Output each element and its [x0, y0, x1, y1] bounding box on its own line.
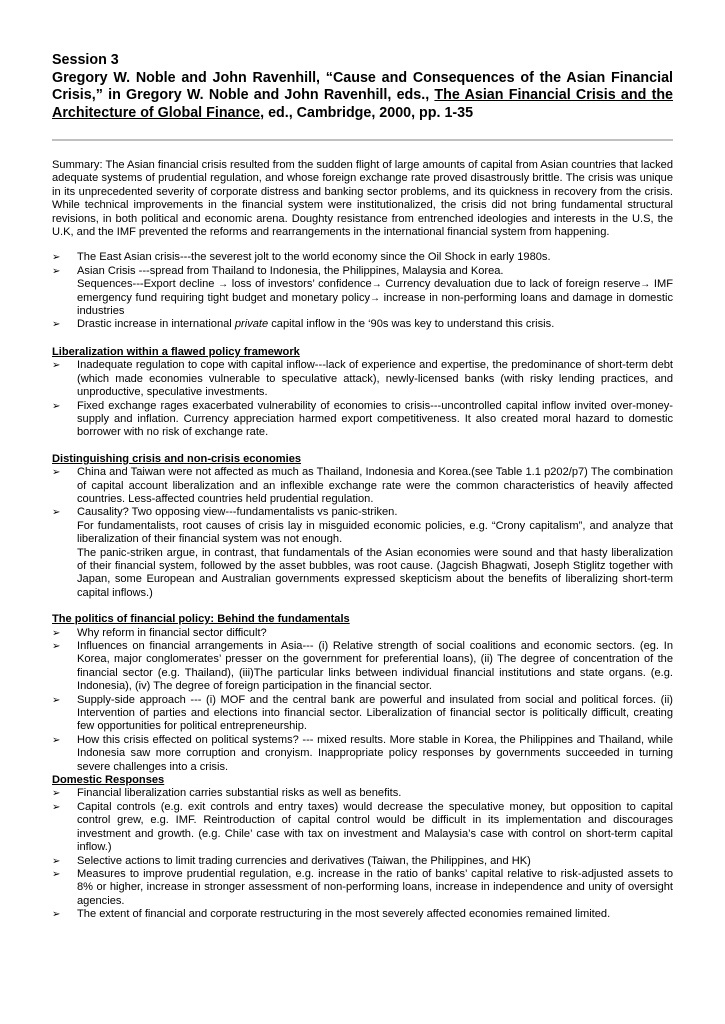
bullet-text: Fixed exchange rages exacerbated vulnerability of economies to crisis---uncontrolled capital inflow invited over-money-supply and inflation. Currency appreciation harmed export competitiveness. It also created moral hazard to domestic borrower with no risk of exchange rate. — [77, 399, 673, 439]
list-item — [52, 694, 673, 734]
summary-paragraph: Summary: The Asian financial crisis resulted from the sudden flight of large amounts of capital from Asian countries that lacked adequate systems of prudential regulation, and whose foreign exchange rate proved disastrously brittle. The crisis was unique in its unprecedented severity of corporate distress and banking sector problems, and its quickness in recovery from the crisis. While technical improvements in the financial system were institutionalized, the crisis did not bring fundamental structural revisions, in both political and economic arena. Doughty resistance from entrenched ideologies and interests in the U.S, the U.K, and the IMF prevented the reforms and rearrangements in the international financial system from happening. — [52, 159, 673, 239]
bullet-arrow-icon: ➢ — [52, 400, 61, 412]
session-label: Session 3 — [52, 52, 119, 68]
list-item — [52, 359, 673, 399]
bullet-text: Supply-side approach --- (i) MOF and the central bank are powerful and insulated from social and political forces. (ii) Intervention of parties and elections into financial sector. Liberalization of financial sector is politically difficult, creating few opportunities for political entrepreneurship. — [77, 693, 673, 733]
section-heading-domestic-responses: Domestic Responses — [52, 774, 165, 787]
bullet-text: The panic-striken argue, in contrast, that fundamentals of the Asian economies were sound and that hasty liberalization of their financial system, followed by the asset bubbles, was root cause. (Jagcish Bhagwati, Joseph Stiglitz together with Japan, some European and Australian governments expressed skepticism about the benefits of liberalizing short-term capital inflows.) — [77, 546, 673, 599]
bullet-arrow-icon: ➢ — [52, 265, 61, 277]
bullet-arrow-icon: ➢ — [52, 319, 61, 331]
document-header — [52, 52, 673, 122]
bullet-arrow-icon: ➢ — [52, 909, 61, 921]
bullet-arrow-icon: ➢ — [52, 507, 61, 519]
sequence-step: IMF emergency fund requiring tight budget and monetary policy — [77, 278, 673, 304]
bullet-arrow-icon: ➢ — [52, 801, 61, 813]
citation-publication: , ed., Cambridge, 2000, pp. 1-35 — [260, 104, 474, 121]
bullet-text: Selective actions to limit trading currencies and derivatives (Taiwan, the Philippines, and HK) — [77, 854, 531, 867]
list-item — [52, 318, 673, 331]
bullet-text: Influences on financial arrangements in Asia--- (i) Relative strength of social coalitions and economic sectors. (eg. In Korea, major conglomerates’ presser on the government for preferential loans), (ii) The degree of concentration of the financial sector (e.g. Thailand), (iii)The particular links between individual financial institutions and state organs. (e.g. Indonesia), (iv) The degree of foreign participation in the financial sector. — [77, 640, 673, 693]
horizontal-divider — [52, 139, 673, 141]
list-item — [52, 801, 673, 855]
list-item — [52, 466, 673, 506]
domestic-responses-bullet-list — [52, 787, 673, 921]
bullet-text: Financial liberalization carries substantial risks as well as benefits. — [77, 787, 402, 800]
list-item — [52, 908, 673, 921]
politics-bullet-list — [52, 627, 673, 774]
bullet-arrow-icon: ➢ — [52, 627, 61, 639]
bullet-text: For fundamentalists, root causes of crisis lay in misguided economic policies, e.g. “Crony capitalism”, and analyze that liberalization of their financial system was not enough. — [77, 519, 673, 546]
citation-authors: Gregory W. Noble and John Ravenhill, “Cause and Consequences of the Asian Financial Crisis,” in Gregory W. Noble and John Ravenhill, eds., — [52, 69, 673, 103]
right-arrow-icon: → — [640, 279, 651, 291]
bullet-arrow-icon: ➢ — [52, 360, 61, 372]
right-arrow-icon: → — [218, 279, 229, 291]
distinguishing-bullet-list — [52, 466, 673, 600]
bullet-arrow-icon: ➢ — [52, 734, 61, 746]
section-heading-liberalization: Liberalization within a flawed policy framework — [52, 345, 300, 358]
document-page — [52, 52, 673, 922]
sequence-text — [77, 278, 673, 318]
bullet-arrow-icon: ➢ — [52, 868, 61, 880]
list-item — [52, 734, 673, 774]
list-item — [52, 868, 673, 908]
bullet-text: The extent of financial and corporate restructuring in the most severely affected economies remained limited. — [77, 908, 611, 921]
bullet-arrow-icon: ➢ — [52, 467, 61, 479]
list-item — [52, 627, 673, 640]
right-arrow-icon: → — [371, 279, 382, 291]
book-title: The Asian Financial Crisis and the Architecture of Global Finance — [52, 87, 674, 121]
bullet-text: How this crisis effected on political systems? --- mixed results. More stable in Korea, the Philippines and Thailand, while Indonesia saw more corruption and cronyism. Inappropriate policy responses by governments succeeded in turning severe challenges into a crisis. — [77, 733, 673, 773]
bullet-text: Why reform in financial sector difficult? — [77, 626, 267, 639]
list-item — [52, 506, 673, 600]
list-item — [52, 400, 673, 440]
list-item — [52, 855, 673, 868]
sequence-step: Currency devaluation due to lack of foreign reserve — [381, 278, 641, 291]
sequence-step: increase in non-performing loans and damage in domestic industries — [77, 291, 673, 318]
emphasis-text: private — [234, 318, 269, 331]
bullet-arrow-icon: ➢ — [52, 641, 61, 652]
bullet-text: Capital controls (e.g. exit controls and entry taxes) would decrease the speculative money, but opposition to capital control grew, e.g. IMF. Reintroduction of capital control would be difficult in its implementation and discourages investment and growth. (e.g. Chile’ case with tax on investment and Malaysia’s case with control on short-term capital inflow.) — [77, 800, 673, 854]
right-arrow-icon: → — [370, 292, 381, 304]
section-heading-politics: The politics of financial policy: Behind the fundamentals — [52, 613, 350, 626]
list-item — [52, 251, 673, 264]
sequence-step: loss of investors’ confidence — [228, 278, 372, 291]
bullet-arrow-icon: ➢ — [52, 252, 61, 264]
sequence-step: Sequences---Export decline — [77, 278, 219, 291]
bullet-text: Drastic increase in international — [77, 318, 235, 331]
bullet-arrow-icon: ➢ — [52, 855, 61, 867]
list-item — [52, 787, 673, 800]
bullet-text: Inadequate regulation to cope with capital inflow---lack of experience and expertise, the predominance of short-term debt (which made economies vulnerable to speculative attack), newly-licensed banks (with risky lending practices, and unproductive, speculative investments. — [77, 359, 673, 399]
bullet-arrow-icon: ➢ — [52, 694, 61, 706]
list-item — [52, 265, 673, 319]
bullet-text: Measures to improve prudential regulation, e.g. increase in the ratio of banks’ capital relative to risk-adjusted assets to 8% or higher, increase in stronger assessment of non-performing loans, increase in independence and unity of oversight agencies. — [77, 867, 673, 907]
citation — [52, 70, 673, 123]
bullet-text: The East Asian crisis---the severest jolt to the world economy since the Oil Shock in early 1980s. — [77, 251, 551, 264]
bullet-text: Causality? Two opposing view---fundamentalists vs panic-striken. — [77, 506, 398, 519]
bullet-arrow-icon: ➢ — [52, 788, 61, 800]
bullet-text: China and Taiwan were not affected as much as Thailand, Indonesia and Korea.(see Table 1.1 p202/p7) The combination of capital account liberalization and an inflexible exchange rate were the common characteristics of heavily affected countries. Less-affected countries held prudential regulation. — [77, 466, 673, 505]
list-item — [52, 640, 673, 694]
liberalization-bullet-list — [52, 359, 673, 439]
bullet-text: Asian Crisis ---spread from Thailand to Indonesia, the Philippines, Malaysia and Korea. — [77, 264, 504, 277]
section-heading-distinguishing: Distinguishing crisis and non-crisis economies — [52, 452, 302, 465]
intro-bullet-list — [52, 251, 673, 331]
bullet-text: capital inflow in the ‘90s was key to understand this crisis. — [268, 318, 555, 331]
